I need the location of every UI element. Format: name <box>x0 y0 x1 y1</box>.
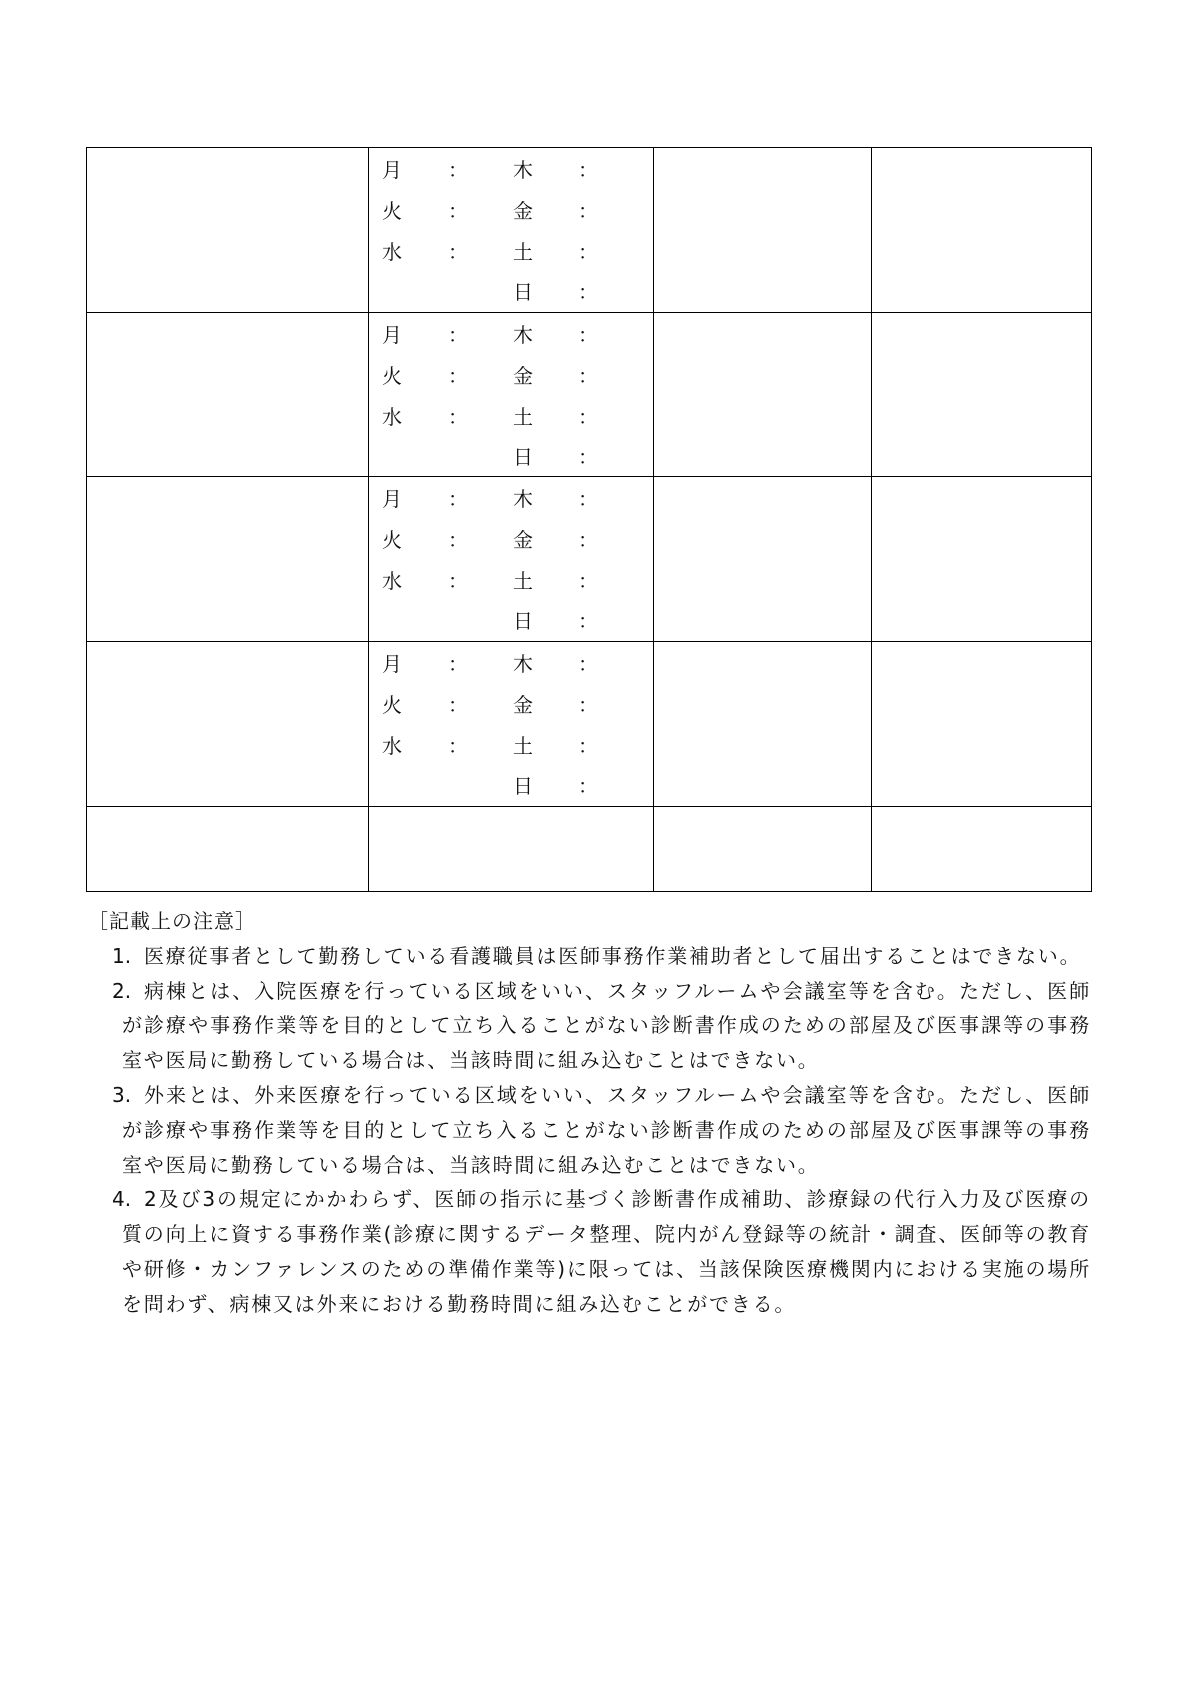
schedule-cell <box>369 313 654 477</box>
table-cell-col1 <box>87 807 369 892</box>
weekday-label: 月 <box>382 652 402 676</box>
schedule-line <box>369 694 653 716</box>
table-cell-col3 <box>654 313 872 477</box>
schedule-line <box>369 200 653 222</box>
separator-colon: ： <box>578 323 598 347</box>
separator-colon: ： <box>448 364 468 388</box>
weekday-label: 水 <box>382 734 402 758</box>
schedule-line <box>369 406 653 428</box>
table-cell-col1 <box>87 477 369 642</box>
table-cell-col1 <box>87 148 369 313</box>
note-line: 2及び3の規定にかかわらず、医師の指示に基づく診断書作成補助、診療録の代行入力及び医療の <box>144 1187 1091 1212</box>
schedule-cell <box>369 477 654 642</box>
schedule-line <box>369 735 653 757</box>
weekday-label: 土 <box>513 405 533 429</box>
table-cell-col2 <box>369 807 654 892</box>
note-line: 医療従事者として勤務している看護職員は医師事務作業補助者として届出することはできない。 <box>144 943 1082 968</box>
weekday-label: 日 <box>513 609 533 633</box>
separator-colon: ： <box>448 693 468 717</box>
weekday-label: 日 <box>513 280 533 304</box>
note-number: 4. <box>112 1187 132 1212</box>
weekday-label: 土 <box>513 569 533 593</box>
schedule-line <box>369 488 653 510</box>
staffing-table <box>86 147 1092 892</box>
note-line: 室や医局に勤務している場合は、当該時間に組み込むことはできない。 <box>122 1048 820 1073</box>
separator-colon: ： <box>578 280 598 304</box>
weekday-label: 月 <box>382 487 402 511</box>
weekday-label: 金 <box>513 199 533 223</box>
note-line: や研修・カンファレンスのための準備作業等)に限っては、当該保険医療機関内における実施の場所 <box>122 1257 1091 1281</box>
separator-colon: ： <box>578 693 598 717</box>
weekday-label: 金 <box>513 693 533 717</box>
note-line: 外来とは、外来医療を行っている区域をいい、スタッフルームや会議室等を含む。ただし、医師 <box>144 1083 1091 1107</box>
weekday-label: 月 <box>382 158 402 182</box>
separator-colon: ： <box>448 528 468 552</box>
note-line: が診療や事務作業等を目的として立ち入ることがない診断書作成のための部屋及び医事課等の事務 <box>122 1117 1091 1142</box>
separator-colon: ： <box>448 199 468 223</box>
table-cell-col4 <box>872 148 1092 313</box>
weekday-label: 日 <box>513 774 533 798</box>
table-cell-col4 <box>872 477 1092 642</box>
weekday-label: 木 <box>513 487 533 511</box>
table-cell-col1 <box>87 642 369 807</box>
weekday-label: 木 <box>513 652 533 676</box>
schedule-cell <box>369 148 654 313</box>
separator-colon: ： <box>578 734 598 758</box>
table-cell-col3 <box>654 807 872 892</box>
separator-colon: ： <box>448 734 468 758</box>
note-line: 室や医局に勤務している場合は、当該時間に組み込むことはできない。 <box>122 1152 820 1177</box>
schedule-line <box>369 365 653 387</box>
separator-colon: ： <box>578 487 598 511</box>
weekday-label: 水 <box>382 569 402 593</box>
separator-colon: ： <box>578 774 598 798</box>
table-cell-col4 <box>872 642 1092 807</box>
note-line: が診療や事務作業等を目的として立ち入ることがない診断書作成のための部屋及び医事課等の事務 <box>122 1013 1091 1038</box>
note-number: 3. <box>112 1083 132 1107</box>
table-cell-col3 <box>654 148 872 313</box>
separator-colon: ： <box>578 528 598 552</box>
separator-colon: ： <box>578 652 598 676</box>
separator-colon: ： <box>448 405 468 429</box>
schedule-line <box>369 281 653 303</box>
separator-colon: ： <box>578 364 598 388</box>
table-cell-col3 <box>654 477 872 642</box>
separator-colon: ： <box>448 323 468 347</box>
separator-colon: ： <box>578 199 598 223</box>
separator-colon: ： <box>578 158 598 182</box>
separator-colon: ： <box>448 240 468 264</box>
note-number: 2. <box>112 978 132 1003</box>
separator-colon: ： <box>448 569 468 593</box>
schedule-line <box>369 324 653 346</box>
weekday-label: 土 <box>513 734 533 758</box>
note-line: 病棟とは、入院医療を行っている区域をいい、スタッフルームや会議室等を含む。ただし、医師 <box>144 978 1091 1003</box>
weekday-label: 月 <box>382 323 402 347</box>
table-cell-col1 <box>87 313 369 477</box>
schedule-cell <box>369 642 654 807</box>
schedule-line <box>369 446 653 468</box>
weekday-label: 火 <box>382 199 402 223</box>
weekday-label: 土 <box>513 240 533 264</box>
weekday-label: 火 <box>382 528 402 552</box>
note-line: 質の向上に資する事務作業(診療に関するデータ整理、院内がん登録等の統計・調査、医師等の教育 <box>122 1222 1091 1247</box>
schedule-line <box>369 775 653 797</box>
separator-colon: ： <box>448 487 468 511</box>
weekday-label: 水 <box>382 240 402 264</box>
separator-colon: ： <box>578 405 598 429</box>
note-line: を問わず、病棟又は外来における勤務時間に組み込むことができる。 <box>122 1291 797 1316</box>
table-cell-col3 <box>654 642 872 807</box>
separator-colon: ： <box>578 569 598 593</box>
schedule-line <box>369 610 653 632</box>
weekday-label: 水 <box>382 405 402 429</box>
table-cell-col4 <box>872 313 1092 477</box>
notes-heading: ［記載上の注意］ <box>88 909 256 933</box>
weekday-label: 火 <box>382 364 402 388</box>
weekday-label: 木 <box>513 323 533 347</box>
schedule-line <box>369 159 653 181</box>
separator-colon: ： <box>578 445 598 469</box>
weekday-label: 火 <box>382 693 402 717</box>
schedule-line <box>369 653 653 675</box>
table-cell-col4 <box>872 807 1092 892</box>
weekday-label: 金 <box>513 528 533 552</box>
separator-colon: ： <box>448 652 468 676</box>
weekday-label: 木 <box>513 158 533 182</box>
note-number: 1. <box>112 943 132 968</box>
separator-colon: ： <box>578 609 598 633</box>
schedule-line <box>369 570 653 592</box>
weekday-label: 日 <box>513 445 533 469</box>
schedule-line <box>369 241 653 263</box>
schedule-line <box>369 529 653 551</box>
weekday-label: 金 <box>513 364 533 388</box>
separator-colon: ： <box>448 158 468 182</box>
separator-colon: ： <box>578 240 598 264</box>
